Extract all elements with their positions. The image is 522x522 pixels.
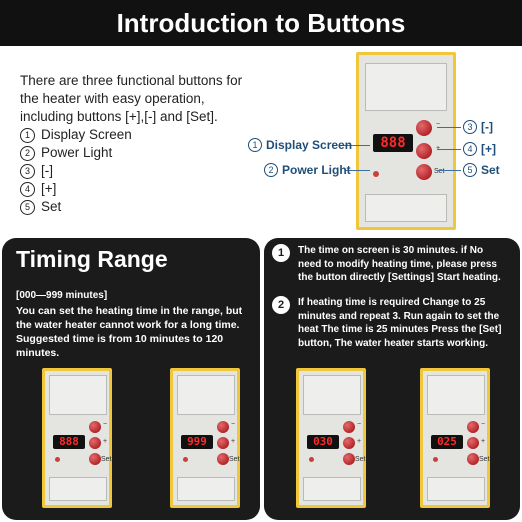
display-screen: 999 [181, 435, 213, 449]
instruction-note [365, 194, 447, 222]
list-item [20, 162, 250, 180]
minus-button[interactable] [343, 421, 355, 433]
power-light [309, 457, 314, 462]
number-badge: 5 [463, 163, 477, 177]
list-item-label: Set [41, 199, 62, 214]
minus-label: − [436, 121, 441, 128]
instruction-note [365, 63, 447, 111]
display-screen: 888 [53, 435, 85, 449]
minus-label: − [231, 421, 236, 428]
plus-label: + [481, 438, 486, 445]
callout-label: Display Screen [266, 138, 353, 152]
minus-button[interactable] [416, 120, 432, 136]
list-item-label: Display Screen [41, 127, 132, 142]
instruction-note [427, 375, 485, 415]
plus-label: + [436, 145, 441, 152]
minus-label: − [103, 421, 108, 428]
leader-line [437, 170, 461, 171]
power-light [55, 457, 60, 462]
number-badge: 1 [20, 128, 35, 143]
plus-label: + [103, 438, 108, 445]
callout-label: Set [481, 163, 500, 177]
intro-text: There are three functional buttons for the heater with easy operation, including buttons [+],[-] and [Set]. [20, 73, 243, 124]
set-button[interactable] [416, 164, 432, 180]
list-item [20, 144, 250, 162]
callout-label: [-] [481, 120, 493, 134]
heater-panel-example [170, 368, 240, 508]
step-text: The time on screen is 30 minutes. if No need to modify heating time, please press the button directly [Settings] Start heating. [298, 245, 501, 283]
heater-panel-example [420, 368, 490, 508]
setting-steps-box [264, 238, 520, 520]
heater-control-panel [356, 52, 456, 230]
instruction-note [177, 375, 235, 415]
plus-button[interactable] [467, 437, 479, 449]
instruction-note [303, 375, 361, 415]
timing-title: Timing Range [16, 246, 168, 272]
page-title: Introduction to Buttons [0, 0, 522, 46]
set-button[interactable] [217, 453, 229, 465]
list-item [20, 180, 250, 198]
set-label: Set [101, 456, 112, 463]
instruction-note [427, 477, 485, 501]
callout-power-light [264, 163, 351, 177]
set-label: Set [355, 456, 366, 463]
callout-display-screen [248, 138, 352, 152]
set-button[interactable] [89, 453, 101, 465]
display-screen: 030 [307, 435, 339, 449]
list-item [20, 126, 250, 144]
number-badge: 5 [20, 200, 35, 215]
set-label: Set [479, 456, 490, 463]
plus-label: + [231, 438, 236, 445]
set-label: Set [229, 456, 240, 463]
heater-panel-example [296, 368, 366, 508]
plus-button[interactable] [89, 437, 101, 449]
leader-line [437, 127, 461, 128]
list-item-label: [+] [41, 181, 57, 196]
display-screen: 888 [373, 134, 413, 152]
callout-minus [463, 120, 493, 134]
timing-range: [000—999 minutes] [16, 290, 108, 301]
timing-description: You can set the heating time in the range, but the water heater cannot work for a long time. Suggested time is from 10 minutes to 120 minutes. [16, 305, 243, 359]
step-text: If heating time is required Change to 25 minutes and repeat 3. Run again to set the heat The time is 25 minutes Press the [Set] button, The water heater starts working. [298, 297, 502, 349]
step-number: 1 [272, 244, 290, 262]
instruction-note [303, 477, 361, 501]
instruction-note [177, 477, 235, 501]
plus-label: + [357, 438, 362, 445]
intro-section [20, 72, 250, 216]
plus-button[interactable] [416, 143, 432, 159]
timing-range-box [2, 238, 260, 520]
leader-line [437, 149, 461, 150]
step-1 [272, 244, 508, 285]
number-badge: 3 [20, 164, 35, 179]
minus-button[interactable] [89, 421, 101, 433]
callout-set [463, 163, 500, 177]
instruction-note [49, 375, 107, 415]
power-light [433, 457, 438, 462]
plus-button[interactable] [343, 437, 355, 449]
set-button[interactable] [343, 453, 355, 465]
minus-button[interactable] [217, 421, 229, 433]
number-badge: 2 [20, 146, 35, 161]
list-item-label: [-] [41, 163, 53, 178]
minus-label: − [481, 421, 486, 428]
button-list [20, 126, 250, 216]
number-badge: 3 [463, 120, 477, 134]
display-screen: 025 [431, 435, 463, 449]
number-badge: 4 [463, 142, 477, 156]
minus-label: − [357, 421, 362, 428]
callout-label: Power Light [282, 163, 351, 177]
set-button[interactable] [467, 453, 479, 465]
number-badge: 1 [248, 138, 262, 152]
list-item [20, 198, 250, 216]
step-number: 2 [272, 296, 290, 314]
callout-label: [+] [481, 142, 496, 156]
plus-button[interactable] [217, 437, 229, 449]
callout-plus [463, 142, 496, 156]
heater-panel-example [42, 368, 112, 508]
instruction-note [49, 477, 107, 501]
minus-button[interactable] [467, 421, 479, 433]
power-light [373, 171, 379, 177]
number-badge: 4 [20, 182, 35, 197]
power-light [183, 457, 188, 462]
step-2 [272, 296, 508, 350]
list-item-label: Power Light [41, 145, 113, 160]
set-label: Set [434, 168, 445, 175]
number-badge: 2 [264, 163, 278, 177]
